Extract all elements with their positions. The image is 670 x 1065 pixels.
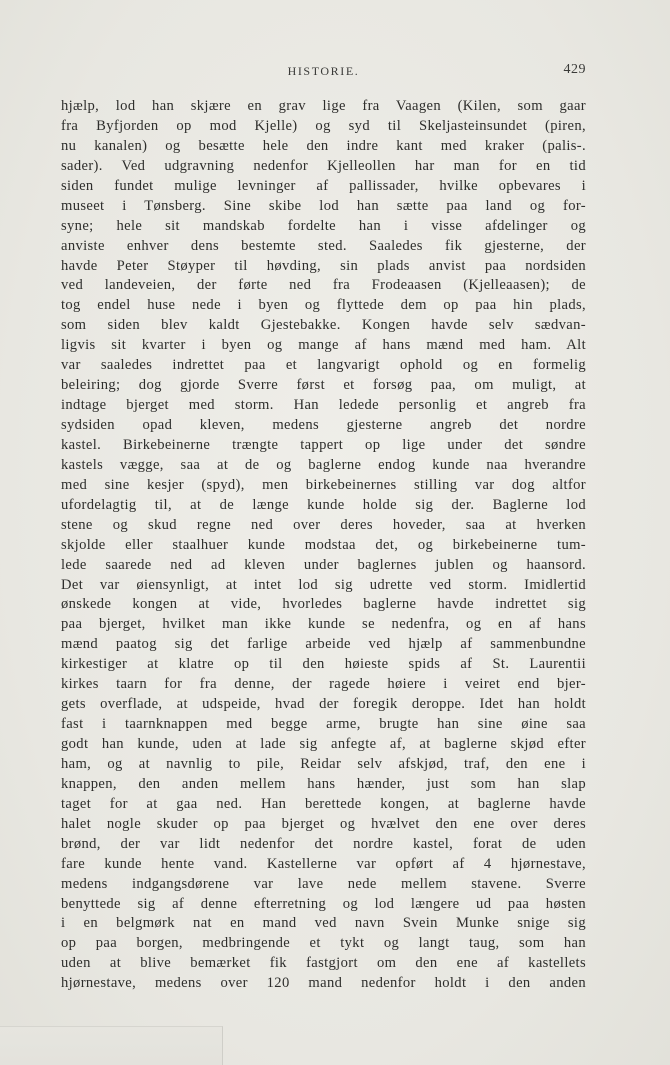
text-line: nu kanalen) og besætte hele den indre kant med kraker (palis-. <box>61 137 586 154</box>
text-line: indtage bjerget med storm. Han ledede personlig et angreb fra <box>61 397 586 414</box>
text-line: mænd paatog sig det farlige arbeide ved hjælp af sammenbundne <box>61 636 586 653</box>
text-line: ved landeveien, der førte ned fra Frodeaasen (Kjelleaasen); de <box>61 277 586 294</box>
page-number: 429 <box>563 62 586 77</box>
text-line: fast i taarnknappen med begge arme, brugte han sine øine saa <box>61 716 586 733</box>
text-line: fare kunde hente vand. Kastellerne var opført af 4 hjørnestave, <box>61 855 586 872</box>
text-line: ufordelagtig til, at de længe kunde holde sig der. Baglerne lod <box>61 496 586 513</box>
text-line: i en belgmørk nat en mand ved navn Svein Munke snige sig <box>61 915 586 932</box>
text-line: lede saarede ned ad kleven under baglernes jublen og haansord. <box>61 556 586 573</box>
text-line: hjørnestave, medens over 120 mand nedenfor holdt i den anden <box>61 975 586 992</box>
text-line: brønd, der var lidt nedenfor det nordre kastel, forat de uden <box>61 835 586 852</box>
text-line: knappen, den anden mellem hans hænder, just som han slap <box>61 775 586 792</box>
text-line: kastel. Birkebeinerne trængte tappert op lige under det søndre <box>61 436 586 453</box>
text-line: siden fundet mulige levninger af pallissader, hvilke opbevares i <box>61 177 586 194</box>
page-corner-shadow <box>0 1026 223 1065</box>
text-line: gets overflade, at udspeide, hvad der foregik deroppe. Idet han holdt <box>61 696 586 713</box>
text-line: fra Byfjorden op mod Kjelle) og syd til Skeljasteinsundet (piren, <box>61 117 586 134</box>
text-line: var saaledes indrettet paa et langvarigt ophold og en formelig <box>61 357 586 374</box>
text-line: skjolde eller staalhuer kunde modstaa det, og birkebeinerne tum- <box>61 536 586 553</box>
text-line: tog endel huse nede i byen og flyttede dem op paa hin plads, <box>61 297 586 314</box>
text-line: ønskede kongen at vide, hvorledes baglerne havde indrettet sig <box>61 596 586 613</box>
text-line: som siden blev kaldt Gjestebakke. Kongen havde selv sædvan- <box>61 317 586 334</box>
text-line: beleiring; dog gjorde Sverre først et forsøg paa, om muligt, at <box>61 377 586 394</box>
text-line: sydsiden opad kleven, medens gjesterne angreb det nordre <box>61 417 586 433</box>
text-line: museet i Tønsberg. Sine skibe lod han sætte paa land og for- <box>61 197 586 214</box>
text-line: anviste enhver dens bestemte sted. Saaledes fik gjesterne, der <box>61 237 586 254</box>
text-line: havde Peter Støyper til høvding, sin plads anvist paa nordsiden <box>61 257 586 274</box>
text-line: uden at blive bemærket fik fastgjort om den ene af kastellets <box>61 955 586 972</box>
text-line: stene og skud regne ned over deres hoveder, saa at hverken <box>61 516 586 533</box>
text-line: ham, og at navnlig to pile, Reidar selv afskjød, traf, den ene i <box>61 755 586 772</box>
body-text <box>61 97 586 994</box>
text-line: kirkes taarn for fra denne, der ragede høiere i veiret end bjer- <box>61 676 586 693</box>
running-head <box>61 62 586 82</box>
text-line: hjælp, lod han skjære en grav lige fra Vaagen (Kilen, som gaar <box>61 98 586 114</box>
text-line: kirkestiger at klatre op til den høieste spids af St. Laurentii <box>61 656 586 673</box>
text-line: paa bjerget, hvilket man ikke kunde se nedenfra, og en af hans <box>61 616 586 633</box>
text-line: syne; hele sit mandskab fordelte han i visse afdelinger og <box>61 217 586 234</box>
text-line: benyttede sig af denne efterretning og lod længere ud paa høsten <box>61 895 586 912</box>
text-line: godt han kunde, uden at lade sig anfegte af, at baglerne skjød efter <box>61 736 586 752</box>
text-line: kastels vægge, saa at de og baglerne endog kunde naa hverandre <box>61 456 586 473</box>
text-line: taget for at gaa ned. Han berettede kongen, at baglerne havde <box>61 795 586 812</box>
text-line: sader). Ved udgravning nedenfor Kjelleollen har man for en tid <box>61 157 586 174</box>
text-line: medens indgangsdørene var lave nede mellem stavene. Sverre <box>61 875 586 892</box>
text-line: op paa borgen, medbringende et tykt og langt taug, som han <box>61 935 586 952</box>
text-line: ligvis sit kvarter i byen og mange af hans mænd med ham. Alt <box>61 337 586 354</box>
running-title: HISTORIE. <box>287 64 360 78</box>
text-line: Det var øiensynligt, at intet lod sig udrette ved storm. Imidlertid <box>61 576 586 593</box>
text-line: med sine kesjer (spyd), men birkebeinernes stilling var dog altfor <box>61 476 586 493</box>
text-line: halet nogle skuder op paa bjerget og hvælvet den ene over deres <box>61 815 586 832</box>
